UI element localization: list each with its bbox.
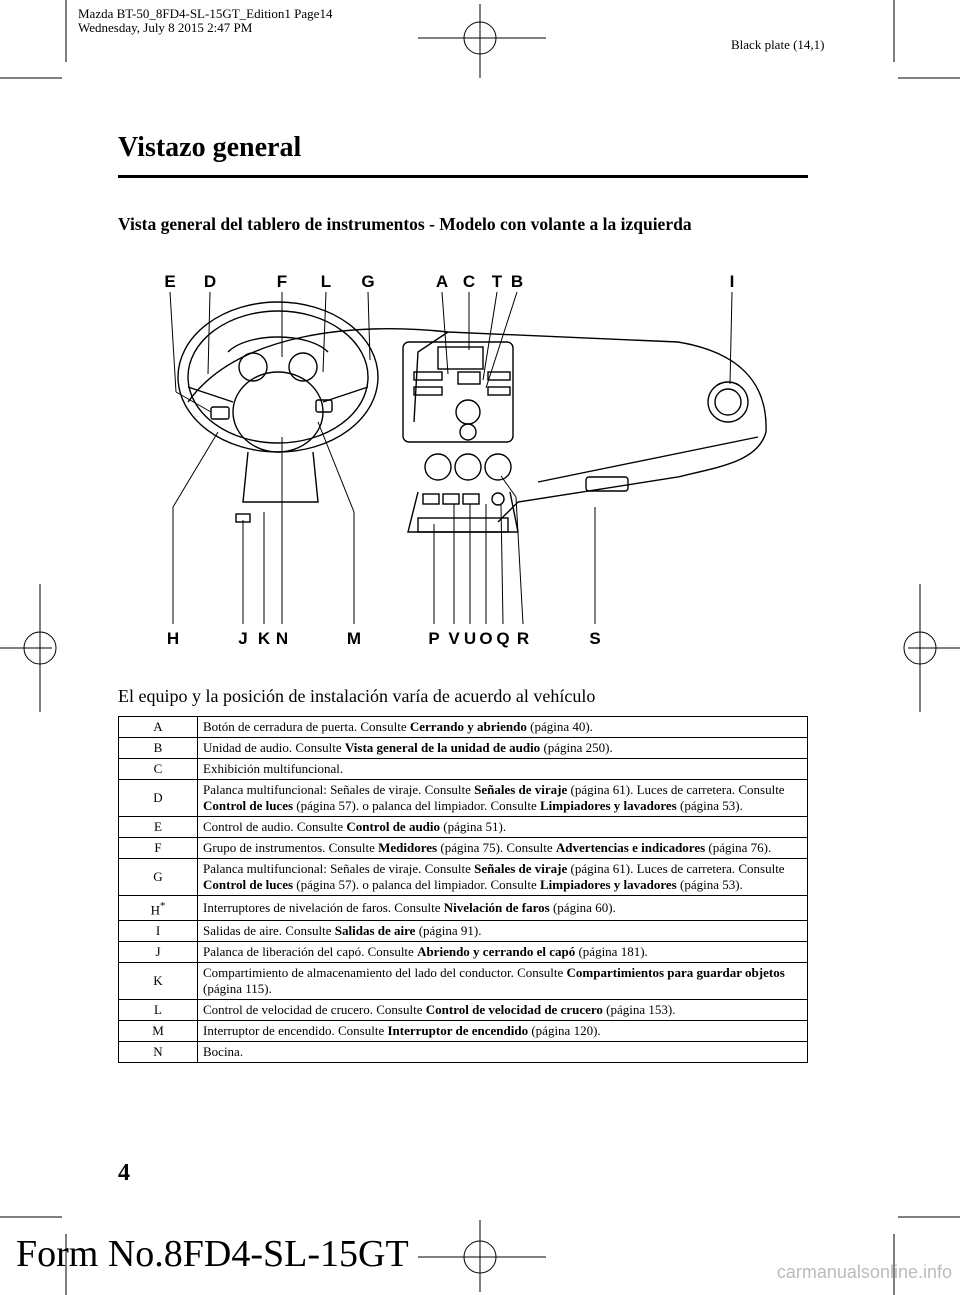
row-description [198, 738, 808, 759]
description-text: (página 53). [676, 798, 743, 813]
description-text: Palanca multifuncional: Señales de viraje. Consulte [203, 782, 475, 797]
row-key-letter: F [154, 840, 162, 855]
label-o: O [479, 629, 493, 648]
table-row [119, 1000, 808, 1021]
section-title: Vista general del tablero de instrumentos - Modelo con volante a la izquierda [118, 214, 692, 234]
row-key-letter: A [153, 719, 163, 734]
row-key-letter: E [154, 819, 162, 834]
row-description [198, 896, 808, 921]
description-text: (página 57). o palanca del limpiador. Consulte [293, 798, 540, 813]
description-text: (página 51). [440, 819, 507, 834]
row-key [119, 738, 198, 759]
row-key-letter: I [155, 923, 161, 939]
label-p: P [428, 629, 440, 648]
description-text: (página 40). [526, 719, 593, 734]
cross-reference-link-text: Control de velocidad de crucero [425, 1002, 603, 1018]
description-text: (página 60). [549, 900, 616, 916]
form-number: Form No.8FD4-SL-15GT [16, 1233, 409, 1275]
footnote-marker: * [159, 900, 166, 912]
description-text: Control de audio. Consulte [203, 819, 347, 834]
label-i: I [729, 272, 735, 291]
cross-reference-link-text: Señales de viraje [474, 861, 568, 876]
header-file-line: Mazda BT-50_8FD4-SL-15GT_Edition1 Page14 [78, 6, 333, 21]
label-d: D [203, 272, 217, 291]
row-description [198, 1000, 808, 1021]
table-row [119, 759, 808, 780]
description-text: Palanca de liberación del capó. Consulte [203, 944, 418, 960]
cross-reference-link-text: Limpiadores y lavadores [539, 798, 677, 813]
row-key [119, 1042, 198, 1063]
description-text: Salidas de aire. Consulte [203, 923, 335, 939]
description-text: (página 153). [602, 1002, 676, 1018]
table-row [119, 780, 808, 817]
label-v: V [448, 629, 460, 648]
row-description [198, 963, 808, 1000]
description-text: Palanca multifuncional: Señales de viraje. Consulte [203, 861, 475, 876]
table-row [119, 1021, 808, 1042]
row-description [198, 1042, 808, 1063]
description-text: Grupo de instrumentos. Consulte [203, 840, 379, 855]
header-date-line: Wednesday, July 8 2015 2:47 PM [78, 20, 253, 35]
label-g: G [361, 272, 375, 291]
row-key [119, 942, 198, 963]
table-row [119, 717, 808, 738]
cross-reference-link-text: Control de luces [203, 877, 294, 892]
row-description [198, 921, 808, 942]
label-q: Q [496, 629, 510, 648]
description-text: (página 61). Luces de carretera. Consulte [567, 861, 785, 876]
row-key-letter: K [153, 973, 163, 989]
row-key-letter: H [150, 902, 160, 918]
row-key [119, 759, 198, 780]
label-a: A [435, 272, 449, 291]
row-description [198, 759, 808, 780]
label-t: T [491, 272, 503, 291]
row-key [119, 963, 198, 1000]
cross-reference-link-text: Salidas de aire [334, 923, 416, 939]
cross-reference-link-text: Cerrando y abriendo [409, 719, 527, 734]
label-r: R [516, 629, 530, 648]
row-key-letter: D [153, 790, 163, 805]
label-l: L [320, 272, 332, 291]
row-key [119, 780, 198, 817]
row-key [119, 1021, 198, 1042]
table-row [119, 1042, 808, 1063]
description-text: (página 181). [575, 944, 648, 960]
cross-reference-link-text: Control de luces [203, 798, 294, 813]
label-m: M [346, 629, 362, 648]
label-e: E [164, 272, 176, 291]
label-s: S [589, 629, 601, 648]
row-key-letter: J [155, 944, 161, 960]
row-description [198, 817, 808, 838]
component-reference-body [119, 717, 808, 1063]
cross-reference-link-text: Señales de viraje [474, 782, 568, 797]
description-text: Bocina. [203, 1044, 244, 1060]
table-row [119, 838, 808, 859]
row-description [198, 780, 808, 817]
description-text: Unidad de audio. Consulte [203, 740, 345, 755]
row-key [119, 896, 198, 921]
label-b: B [510, 272, 524, 291]
description-text: Botón de cerradura de puerta. Consulte [203, 719, 410, 734]
description-text: Control de velocidad de crucero. Consulte [203, 1002, 426, 1018]
label-n: N [275, 629, 289, 648]
cross-reference-link-text: Medidores [378, 840, 438, 855]
row-key [119, 921, 198, 942]
table-row [119, 896, 808, 921]
row-key [119, 1000, 198, 1021]
cross-reference-link-text: Nivelación de faros [443, 900, 550, 916]
row-description [198, 942, 808, 963]
equipment-note: El equipo y la posición de instalación varía de acuerdo al vehículo [118, 686, 596, 706]
label-j: J [238, 629, 248, 648]
cross-reference-link-text: Interruptor de encendido [387, 1023, 529, 1039]
cross-reference-link-text: Limpiadores y lavadores [539, 877, 677, 892]
component-reference-table [118, 716, 808, 1063]
cross-reference-link-text: Control de audio [346, 819, 441, 834]
header-plate: Black plate (14,1) [731, 37, 825, 52]
description-text: Compartimiento de almacenamiento del lado del conductor. Consulte [203, 965, 567, 981]
page-title: Vistazo general [118, 132, 302, 163]
row-description [198, 838, 808, 859]
table-row [119, 859, 808, 896]
label-u: U [463, 629, 477, 648]
description-text: (página 61). Luces de carretera. Consulte [567, 782, 785, 797]
row-description [198, 717, 808, 738]
table-row [119, 738, 808, 759]
cross-reference-link-text: Vista general de la unidad de audio [344, 740, 541, 755]
row-key [119, 859, 198, 896]
row-key [119, 817, 198, 838]
label-k: K [257, 629, 271, 648]
row-key [119, 838, 198, 859]
cross-reference-link-text: Abriendo y cerrando el capó [417, 944, 576, 960]
row-description [198, 1021, 808, 1042]
row-key-letter: N [153, 1044, 163, 1060]
cross-reference-link-text: Advertencias e indicadores [555, 840, 706, 855]
description-text: (página 75). Consulte [437, 840, 556, 855]
row-key-letter: C [153, 761, 163, 776]
description-text: Interruptor de encendido. Consulte [203, 1023, 388, 1039]
row-key [119, 717, 198, 738]
table-row [119, 817, 808, 838]
description-text: (página 76). [705, 840, 772, 855]
dashboard-diagram [118, 262, 808, 662]
description-text: (página 120). [528, 1023, 601, 1039]
table-row [119, 921, 808, 942]
description-text: Interruptores de nivelación de faros. Consulte [203, 900, 444, 916]
row-key-letter: G [153, 869, 163, 884]
cross-reference-link-text: Compartimientos para guardar objetos [566, 965, 785, 981]
table-row [119, 942, 808, 963]
label-f: F [276, 272, 288, 291]
label-h: H [166, 629, 180, 648]
description-text: (página 250). [540, 740, 613, 755]
row-description [198, 859, 808, 896]
label-c: C [462, 272, 476, 291]
row-key-letter: L [154, 1002, 162, 1018]
row-key-letter: B [153, 740, 163, 755]
description-text: (página 115). [203, 981, 272, 997]
bottom-label-group [167, 629, 601, 648]
row-key-letter: M [152, 1023, 164, 1039]
description-text: Exhibición multifuncional. [203, 761, 344, 776]
description-text: (página 57). o palanca del limpiador. Consulte [293, 877, 540, 892]
title-divider [118, 175, 808, 178]
watermark: carmanualsonline.info [776, 1262, 952, 1282]
description-text: (página 53). [676, 877, 743, 892]
description-text: (página 91). [415, 923, 482, 939]
top-label-group [164, 272, 734, 291]
table-row [119, 963, 808, 1000]
page-number: 4 [118, 1160, 130, 1186]
